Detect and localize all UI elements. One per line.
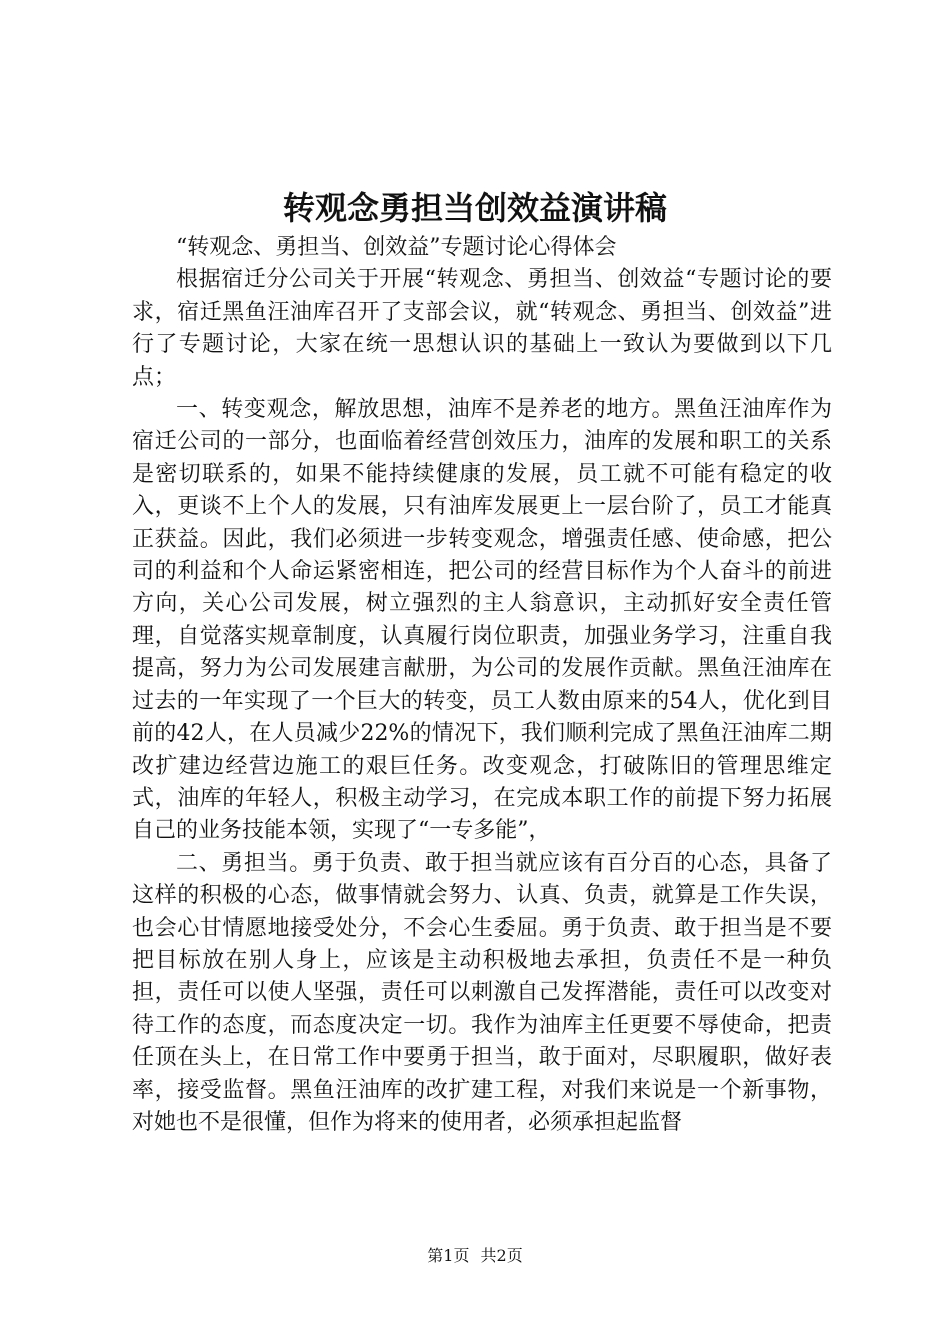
subtitle-paragraph: “转观念、勇担当、创效益”专题讨论心得体会 [176, 235, 617, 260]
document-body [132, 232, 832, 1139]
page-total: 共2页 [480, 1246, 523, 1265]
section-two-paragraph: 二、勇担当。勇于负责、敢于担当就应该有百分百的心态，具备了这样的积极的心态，做事情就会努力、认真、负责，就算是工作失误，也会心甘情愿地接受处分，不会心生委屈。勇于负责、敢于担当是不要把目标放在别人身上，应该是主动积极地去承担，负责任不是一种负担，责任可以使人坚强，责任可以刺激自己发挥潜能，责任可以改变对待工作的态度，而态度决定一切。我作为油库主任更要不辱使命，把责任顶在头上，在日常工作中要勇于担当，敢于面对，尽职履职，做好表率，接受监督。黑鱼汪油库的改扩建工程，对我们来说是一个新事物，对她也不是很懂，但作为将来的使用者，必须承担起监督 [132, 850, 832, 1135]
page-number: 第1页 [427, 1246, 470, 1265]
document-title: 转观念勇担当创效益演讲稿 [282, 189, 667, 227]
page-footer [0, 1244, 950, 1268]
intro-paragraph: 根据宿迁分公司关于开展“转观念、勇担当、创效益“专题讨论的要求，宿迁黑鱼汪油库召开了支部会议，就“转观念、勇担当、创效益”进行了专题讨论，大家在统一思想认识的基础上一致认为要做到以下几点； [132, 267, 832, 390]
section-one-paragraph: 一、转变观念，解放思想，油库不是养老的地方。黑鱼汪油库作为宿迁公司的一部分，也面临着经营创效压力，油库的发展和职工的关系是密切联系的，如果不能持续健康的发展，员工就不可能有稳定的收入，更谈不上个人的发展，只有油库发展更上一层台阶了，员工才能真正获益。因此，我们必须进一步转变观念，增强责任感、使命感，把公司的利益和个人命运紧密相连，把公司的经营目标作为个人奋斗的前进方向，关心公司发展，树立强烈的主人翁意识，主动抓好安全责任管理，自觉落实规章制度，认真履行岗位职责，加强业务学习，注重自我提高，努力为公司发展建言献册，为公司的发展作贡献。黑鱼汪油库在过去的一年实现了一个巨大的转变，员工人数由原来的54人，优化到目前的42人，在人员减少22%的情况下，我们顺利完成了黑鱼汪油库二期改扩建边经营边施工的艰巨任务。改变观念，打破陈旧的管理思维定式，油库的年轻人，积极主动学习，在完成本职工作的前提下努力拓展自己的业务技能本领，实现了“一专多能”， [132, 397, 832, 844]
